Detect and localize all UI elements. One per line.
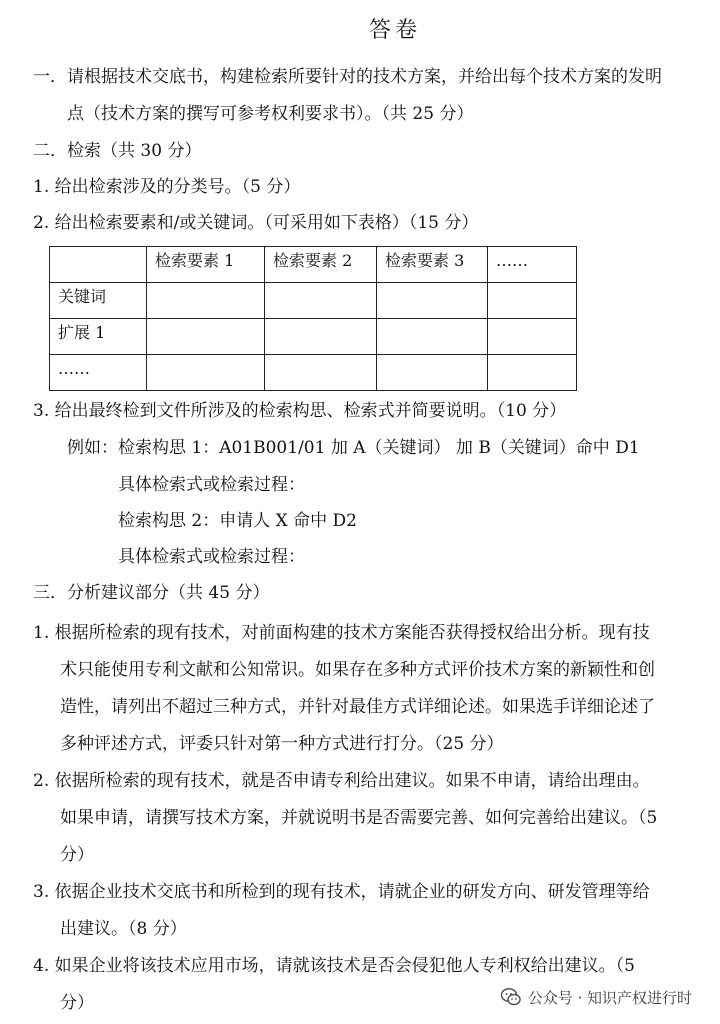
watermark-text: 公众号 · 知识产权进行时 [527,988,692,1007]
section-3-heading: 三．分析建议部分（共 45 分） [33,583,270,603]
table-header-cell: 检索要素 3 [377,247,488,283]
table-cell [488,283,577,319]
section-3-q4-line: 分） [60,993,94,1013]
section-3-q1-line: 造性，请列出不超过三种方式，并针对最佳方式详细论述。如果选手详细论述了 [60,697,655,717]
example-detail-1: 具体检索式或检索过程： [118,475,305,495]
table-row-label: 关键词 [50,283,147,319]
table-header-cell: …… [488,247,577,283]
table-row [50,283,577,319]
table-cell [147,355,265,391]
table-header-cell: 检索要素 1 [147,247,265,283]
table-row [50,319,577,355]
example-line-2: 检索构思 2：申请人 X 命中 D2 [118,511,357,531]
table-cell [265,283,377,319]
table-cell [377,355,488,391]
table-cell [377,319,488,355]
section-3-q3-line: 3. 依据企业技术交底书和所检到的现有技术，请就企业的研发方向、研发管理等给 [33,882,650,902]
table-cell [377,283,488,319]
section-3-q4-line: 4. 如果企业将该技术应用市场，请就该技术是否会侵犯他人专利权给出建议。（5 [33,956,635,976]
table-header-cell: 检索要素 2 [265,247,377,283]
table-cell [265,319,377,355]
section-3-q2-line: 分） [60,845,94,865]
search-elements-table [49,246,577,391]
section-2-question-3: 3. 给出最终检到文件所涉及的检索构思、检索式并简要说明。（10 分） [33,401,567,421]
table-cell [488,319,577,355]
table-cell [147,283,265,319]
wechat-icon [500,986,522,1008]
account-watermark [496,984,696,1010]
table-cell [50,247,147,283]
section-3-q2-line: 2. 依据所检索的现有技术，就是否申请专利给出建议。如果不申请，请给出理由。 [33,771,650,791]
section-2-question-2: 2. 给出检索要素和/或关键词。（可采用如下表格）（15 分） [33,213,479,233]
table-cell [147,319,265,355]
table-row-label: …… [50,355,147,391]
table-row-label: 扩展 1 [50,319,147,355]
example-detail-2: 具体检索式或检索过程： [118,547,305,567]
section-3-q3-line: 出建议。（8 分） [60,919,187,939]
section-3-q2-line: 如果申请，请撰写技术方案，并就说明书是否需要完善、如何完善给出建议。（5 [60,808,658,828]
table-cell [265,355,377,391]
table-row [50,355,577,391]
example-line-1: 例如：检索构思 1：A01B001/01 加 A（关键词） 加 B（关键词）命中 D1 [67,438,640,458]
section-2-question-1: 1. 给出检索涉及的分类号。（5 分） [33,177,301,197]
section-2-heading: 二．检索（共 30 分） [33,141,202,161]
page-title: 答卷 [368,18,421,43]
section-3-q1-line: 1. 根据所检索的现有技术，对前面构建的技术方案能否获得授权给出分析。现有技 [33,623,650,643]
section-3-q1-line: 多种评述方式，评委只针对第一种方式进行打分。（25 分） [60,734,504,754]
table-cell [488,355,577,391]
table-header-row [50,247,577,283]
section-1-line-2: 点（技术方案的撰写可参考权利要求书）。（共 25 分） [67,104,474,124]
section-1-line-1: 一．请根据技术交底书，构建检索所要针对的技术方案，并给出每个技术方案的发明 [33,67,662,87]
section-3-q1-line: 术只能使用专利文献和公知常识。如果存在多种方式评价技术方案的新颖性和创 [60,660,655,680]
